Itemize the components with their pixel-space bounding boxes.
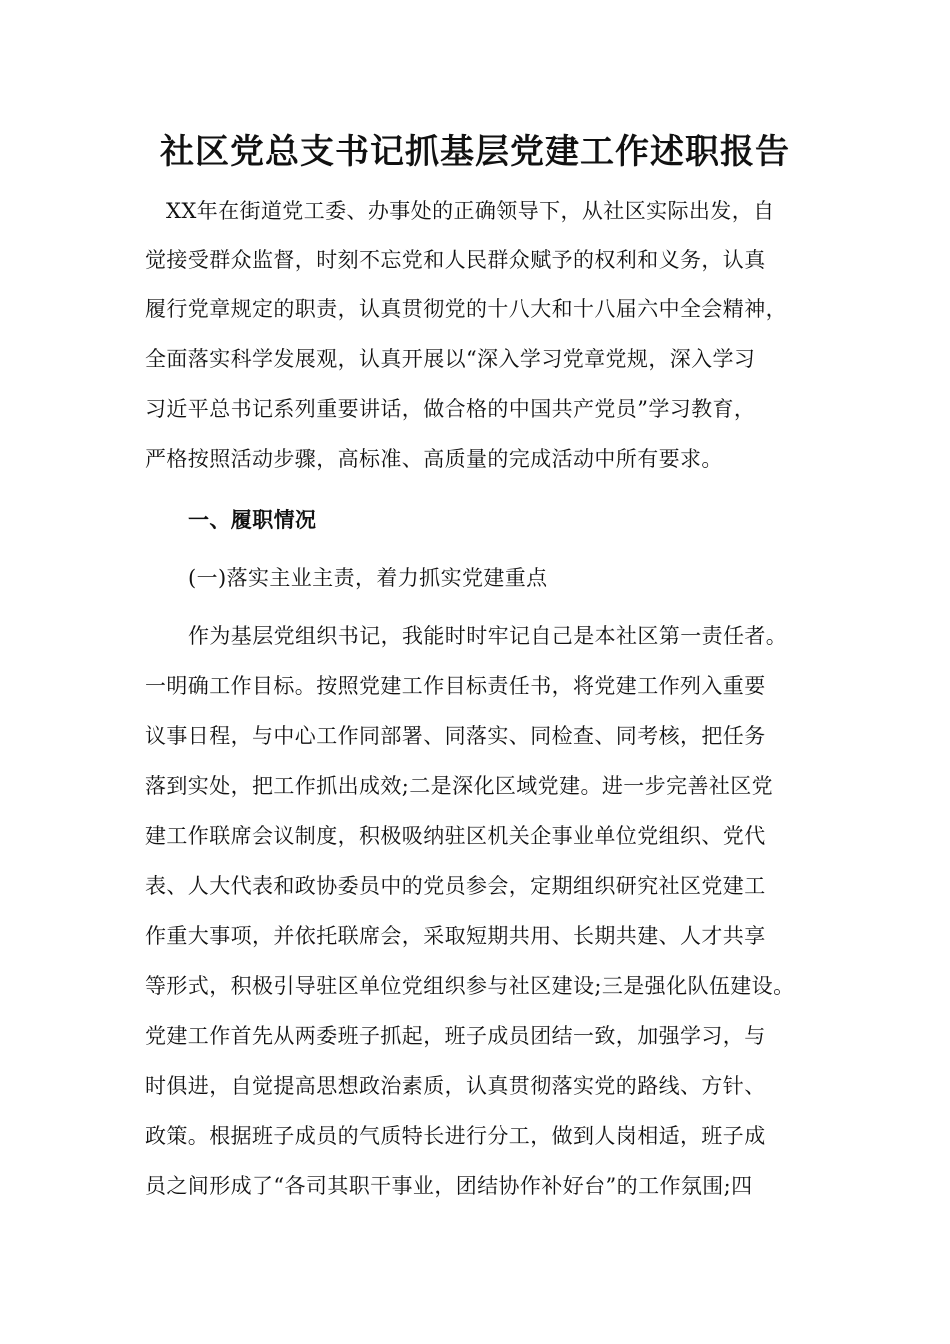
body-line: 落到实处，把工作抓出成效;二是深化区域党建。进一步完善社区党	[145, 774, 774, 798]
section-heading: 一、履职情况	[188, 507, 317, 532]
intro-line: 习近平总书记系列重要讲话，做合格的中国共产党员”学习教育，	[145, 397, 756, 421]
body-line: 作为基层党组织书记，我能时时牢记自己是本社区第一责任者。	[188, 624, 788, 648]
body-line: 党建工作首先从两委班子抓起，班子成员团结一致，加强学习，与	[145, 1024, 766, 1048]
document-title: 社区党总支书记抓基层党建工作述职报告	[160, 132, 790, 172]
body-line: 议事日程，与中心工作同部署、同落实、同检查、同考核，把任务	[145, 724, 766, 748]
body-line: 作重大事项，并依托联席会，采取短期共用、长期共建、人才共享	[145, 924, 766, 948]
body-line: 一明确工作目标。按照党建工作目标责任书，将党建工作列入重要	[145, 674, 766, 698]
intro-line: 履行党章规定的职责，认真贯彻党的十八大和十八届六中全会精神，	[145, 297, 787, 321]
body-line: 表、人大代表和政协委员中的党员参会，定期组织研究社区党建工	[145, 874, 766, 898]
body-line: 等形式，积极引导驻区单位党组织参与社区建设;三是强化队伍建设。	[145, 974, 795, 998]
intro-line: XX年在街道党工委、办事处的正确领导下，从社区实际出发，自	[166, 199, 775, 223]
intro-line: 全面落实科学发展观，认真开展以“深入学习党章党规，深入学习	[145, 347, 756, 371]
body-line: 建工作联席会议制度，积极吸纳驻区机关企事业单位党组织、党代	[145, 824, 766, 848]
subsection-heading: (一)落实主业主责，着力抓实党建重点	[188, 566, 548, 590]
intro-line: 觉接受群众监督，时刻不忘党和人民群众赋予的权利和义务，认真	[145, 248, 766, 272]
body-line: 政策。根据班子成员的气质特长进行分工，做到人岗相适，班子成	[145, 1124, 766, 1148]
intro-line: 严格按照活动步骤，高标准、高质量的完成活动中所有要求。	[145, 447, 723, 471]
body-line: 时俱进，自觉提高思想政治素质，认真贯彻落实党的路线、方针、	[145, 1074, 766, 1098]
body-line: 员之间形成了“各司其职干事业，团结协作补好台”的工作氛围;四	[145, 1174, 753, 1198]
